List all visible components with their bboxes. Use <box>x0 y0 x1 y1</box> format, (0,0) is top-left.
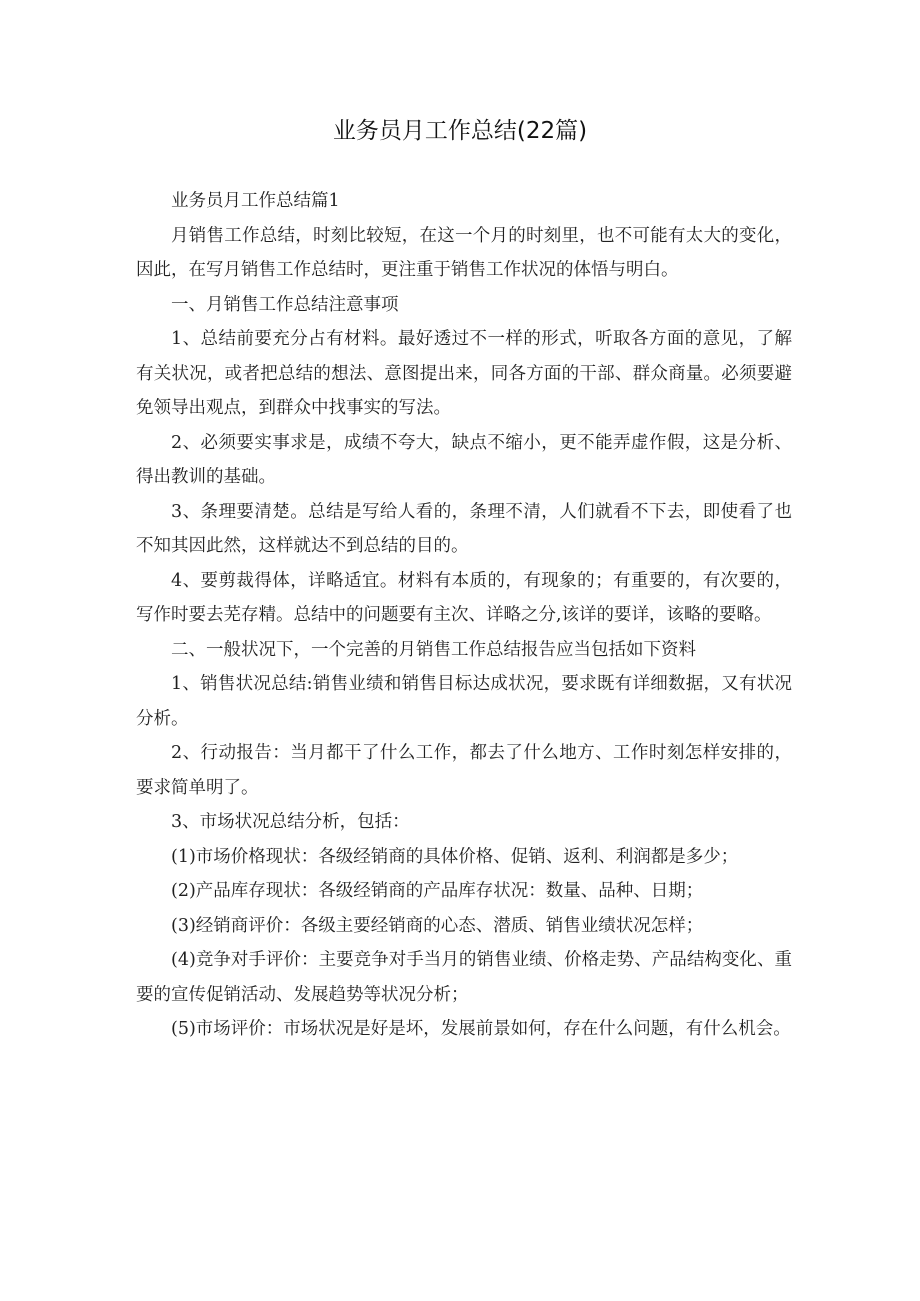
paragraph: 2、必须要实事求是，成绩不夸大，缺点不缩小，更不能弄虚作假，这是分析、得出教训的基础。 <box>136 432 792 487</box>
paragraph: 3、条理要清楚。总结是写给人看的，条理不清，人们就看不下去，即使看了也不知其因此然，这样就达不到总结的目的。 <box>136 501 792 556</box>
paragraph: 3、市场状况总结分析，包括： <box>171 812 410 832</box>
section-heading: 一、月销售工作总结注意事项 <box>171 294 399 315</box>
paragraph: 4、要剪裁得体，详略适宜。材料有本质的，有现象的；有重要的，有次要的，写作时要去芜存精。总结中的问题要有主次、详略之分,该详的要详，该略的要略。 <box>136 570 792 625</box>
document-body <box>136 184 792 1047</box>
section-heading: 二、一般状况下，一个完善的月销售工作总结报告应当包括如下资料 <box>171 639 696 660</box>
paragraph: 1、总结前要充分占有材料。最好透过不一样的形式，听取各方面的意见，了解有关状况，或者把总结的想法、意图提出来，同各方面的干部、群众商量。必须要避免领导出观点，到群众中找事实的写法。 <box>136 329 792 418</box>
list-item: (5)市场评价：市场状况是好是坏，发展前景如何，存在什么问题，有什么机会。 <box>171 1019 791 1039</box>
list-item: (3)经销商评价：各级主要经销商的心态、潜质、销售业绩状况怎样； <box>171 915 704 936</box>
list-item: (4)竞争对手评价：主要竞争对手当月的销售业绩、价格走势、产品结构变化、重要的宣传促销活动、发展趋势等状况分析； <box>136 950 792 1005</box>
section-heading: 业务员月工作总结篇1 <box>171 191 340 211</box>
list-item: (2)产品库存现状：各级经销商的产品库存状况：数量、品种、日期； <box>171 881 704 901</box>
list-item: (1)市场价格现状：各级经销商的具体价格、促销、返利、利润都是多少； <box>171 846 739 867</box>
paragraph: 1、销售状况总结:销售业绩和销售目标达成状况，要求既有详细数据，又有状况分析。 <box>136 674 792 729</box>
document-title: 业务员月工作总结(22篇) <box>332 118 588 144</box>
paragraph: 2、行动报告：当月都干了什么工作，都去了什么地方、工作时刻怎样安排的，要求简单明了。 <box>136 743 792 798</box>
intro-paragraph: 月销售工作总结，时刻比较短，在这一个月的时刻里，也不可能有太大的变化，因此，在写月销售工作总结时，更注重于销售工作状况的体悟与明白。 <box>136 225 792 280</box>
